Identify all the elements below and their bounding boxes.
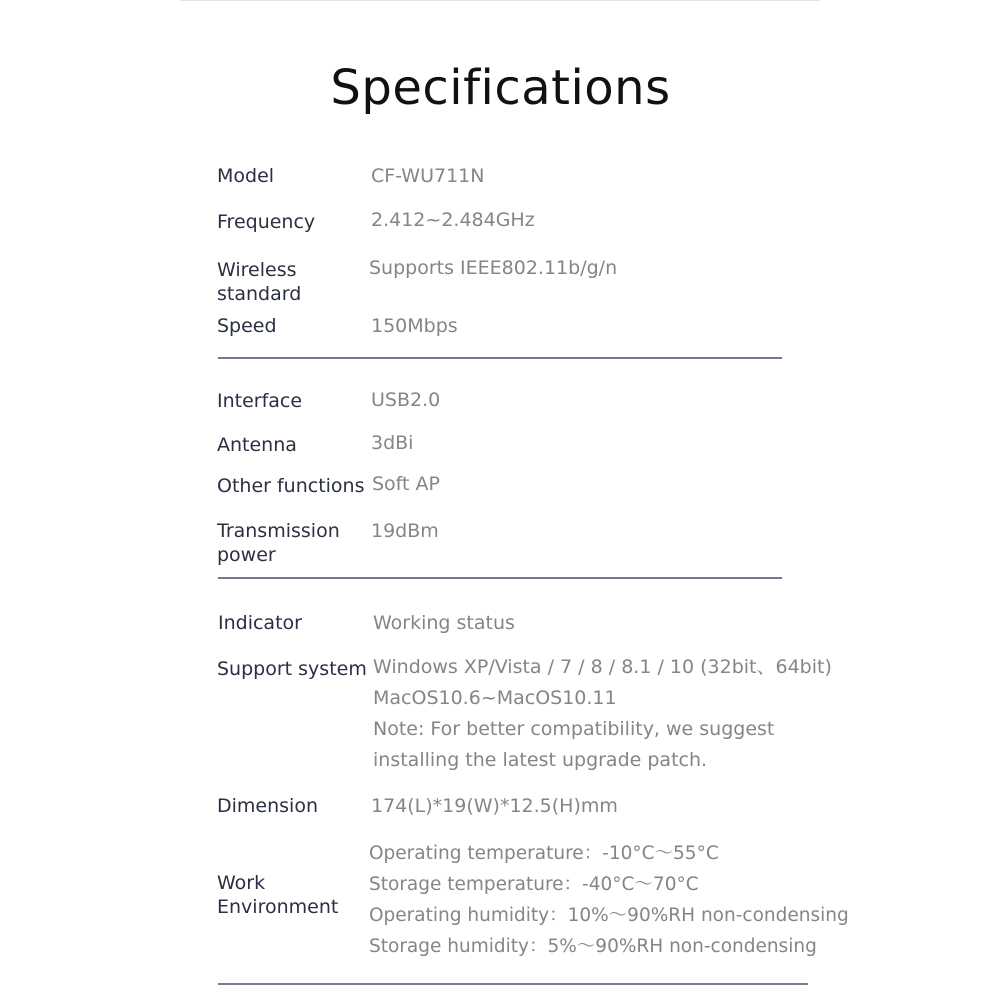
section-divider bbox=[218, 983, 808, 985]
top-divider bbox=[180, 0, 820, 1]
spec-value-model: CF-WU711N bbox=[371, 165, 485, 187]
support-system-line: Windows XP/Vista / 7 / 8 / 8.1 / 10 (32bit、64bit) bbox=[373, 656, 832, 678]
spec-value-interface: USB2.0 bbox=[371, 389, 441, 411]
page-title: Specifications bbox=[330, 60, 671, 116]
section-divider bbox=[218, 357, 782, 359]
support-system-line: MacOS10.6~MacOS10.11 bbox=[373, 687, 617, 709]
spec-value-other-functions: Soft AP bbox=[372, 473, 440, 495]
spec-label-dimension: Dimension bbox=[217, 795, 318, 817]
spec-value-support-system bbox=[373, 652, 832, 776]
spec-label-wireless-standard: Wireless standard bbox=[217, 259, 302, 305]
spec-label-speed: Speed bbox=[217, 315, 277, 337]
work-environment-line: Operating temperature：-10°C～55°C bbox=[369, 843, 719, 864]
support-system-line: Note: For better compatibility, we suggest bbox=[373, 718, 775, 740]
spec-value-speed: 150Mbps bbox=[371, 315, 458, 337]
spec-value-frequency: 2.412~2.484GHz bbox=[371, 209, 535, 231]
spec-value-indicator: Working status bbox=[373, 612, 515, 634]
spec-value-dimension: 174(L)*19(W)*12.5(H)mm bbox=[371, 795, 618, 817]
spec-value-wireless-standard: Supports IEEE802.11b/g/n bbox=[369, 257, 618, 279]
support-system-line: installing the latest upgrade patch. bbox=[373, 749, 708, 771]
spec-label-indicator: Indicator bbox=[218, 612, 302, 634]
section-divider bbox=[218, 577, 782, 579]
work-environment-line: Storage temperature：-40°C～70°C bbox=[369, 874, 699, 895]
work-environment-line: Storage humidity：5%～90%RH non-condensing bbox=[369, 936, 817, 957]
spec-value-antenna: 3dBi bbox=[371, 432, 414, 454]
spec-value-transmission-power: 19dBm bbox=[371, 520, 439, 542]
spec-label-model: Model bbox=[217, 165, 275, 187]
spec-label-transmission-power: Transmission power bbox=[217, 520, 340, 566]
spec-value-work-environment bbox=[369, 838, 849, 962]
spec-label-interface: Interface bbox=[217, 390, 303, 412]
spec-label-antenna: Antenna bbox=[217, 434, 297, 456]
work-environment-line: Operating humidity：10%～90%RH non-condensing bbox=[369, 905, 849, 926]
spec-label-work-environment: Work Environment bbox=[217, 872, 339, 918]
spec-label-support-system: Support system bbox=[217, 658, 367, 680]
spec-label-frequency: Frequency bbox=[217, 211, 316, 233]
spec-label-other-functions: Other functions bbox=[217, 475, 365, 497]
